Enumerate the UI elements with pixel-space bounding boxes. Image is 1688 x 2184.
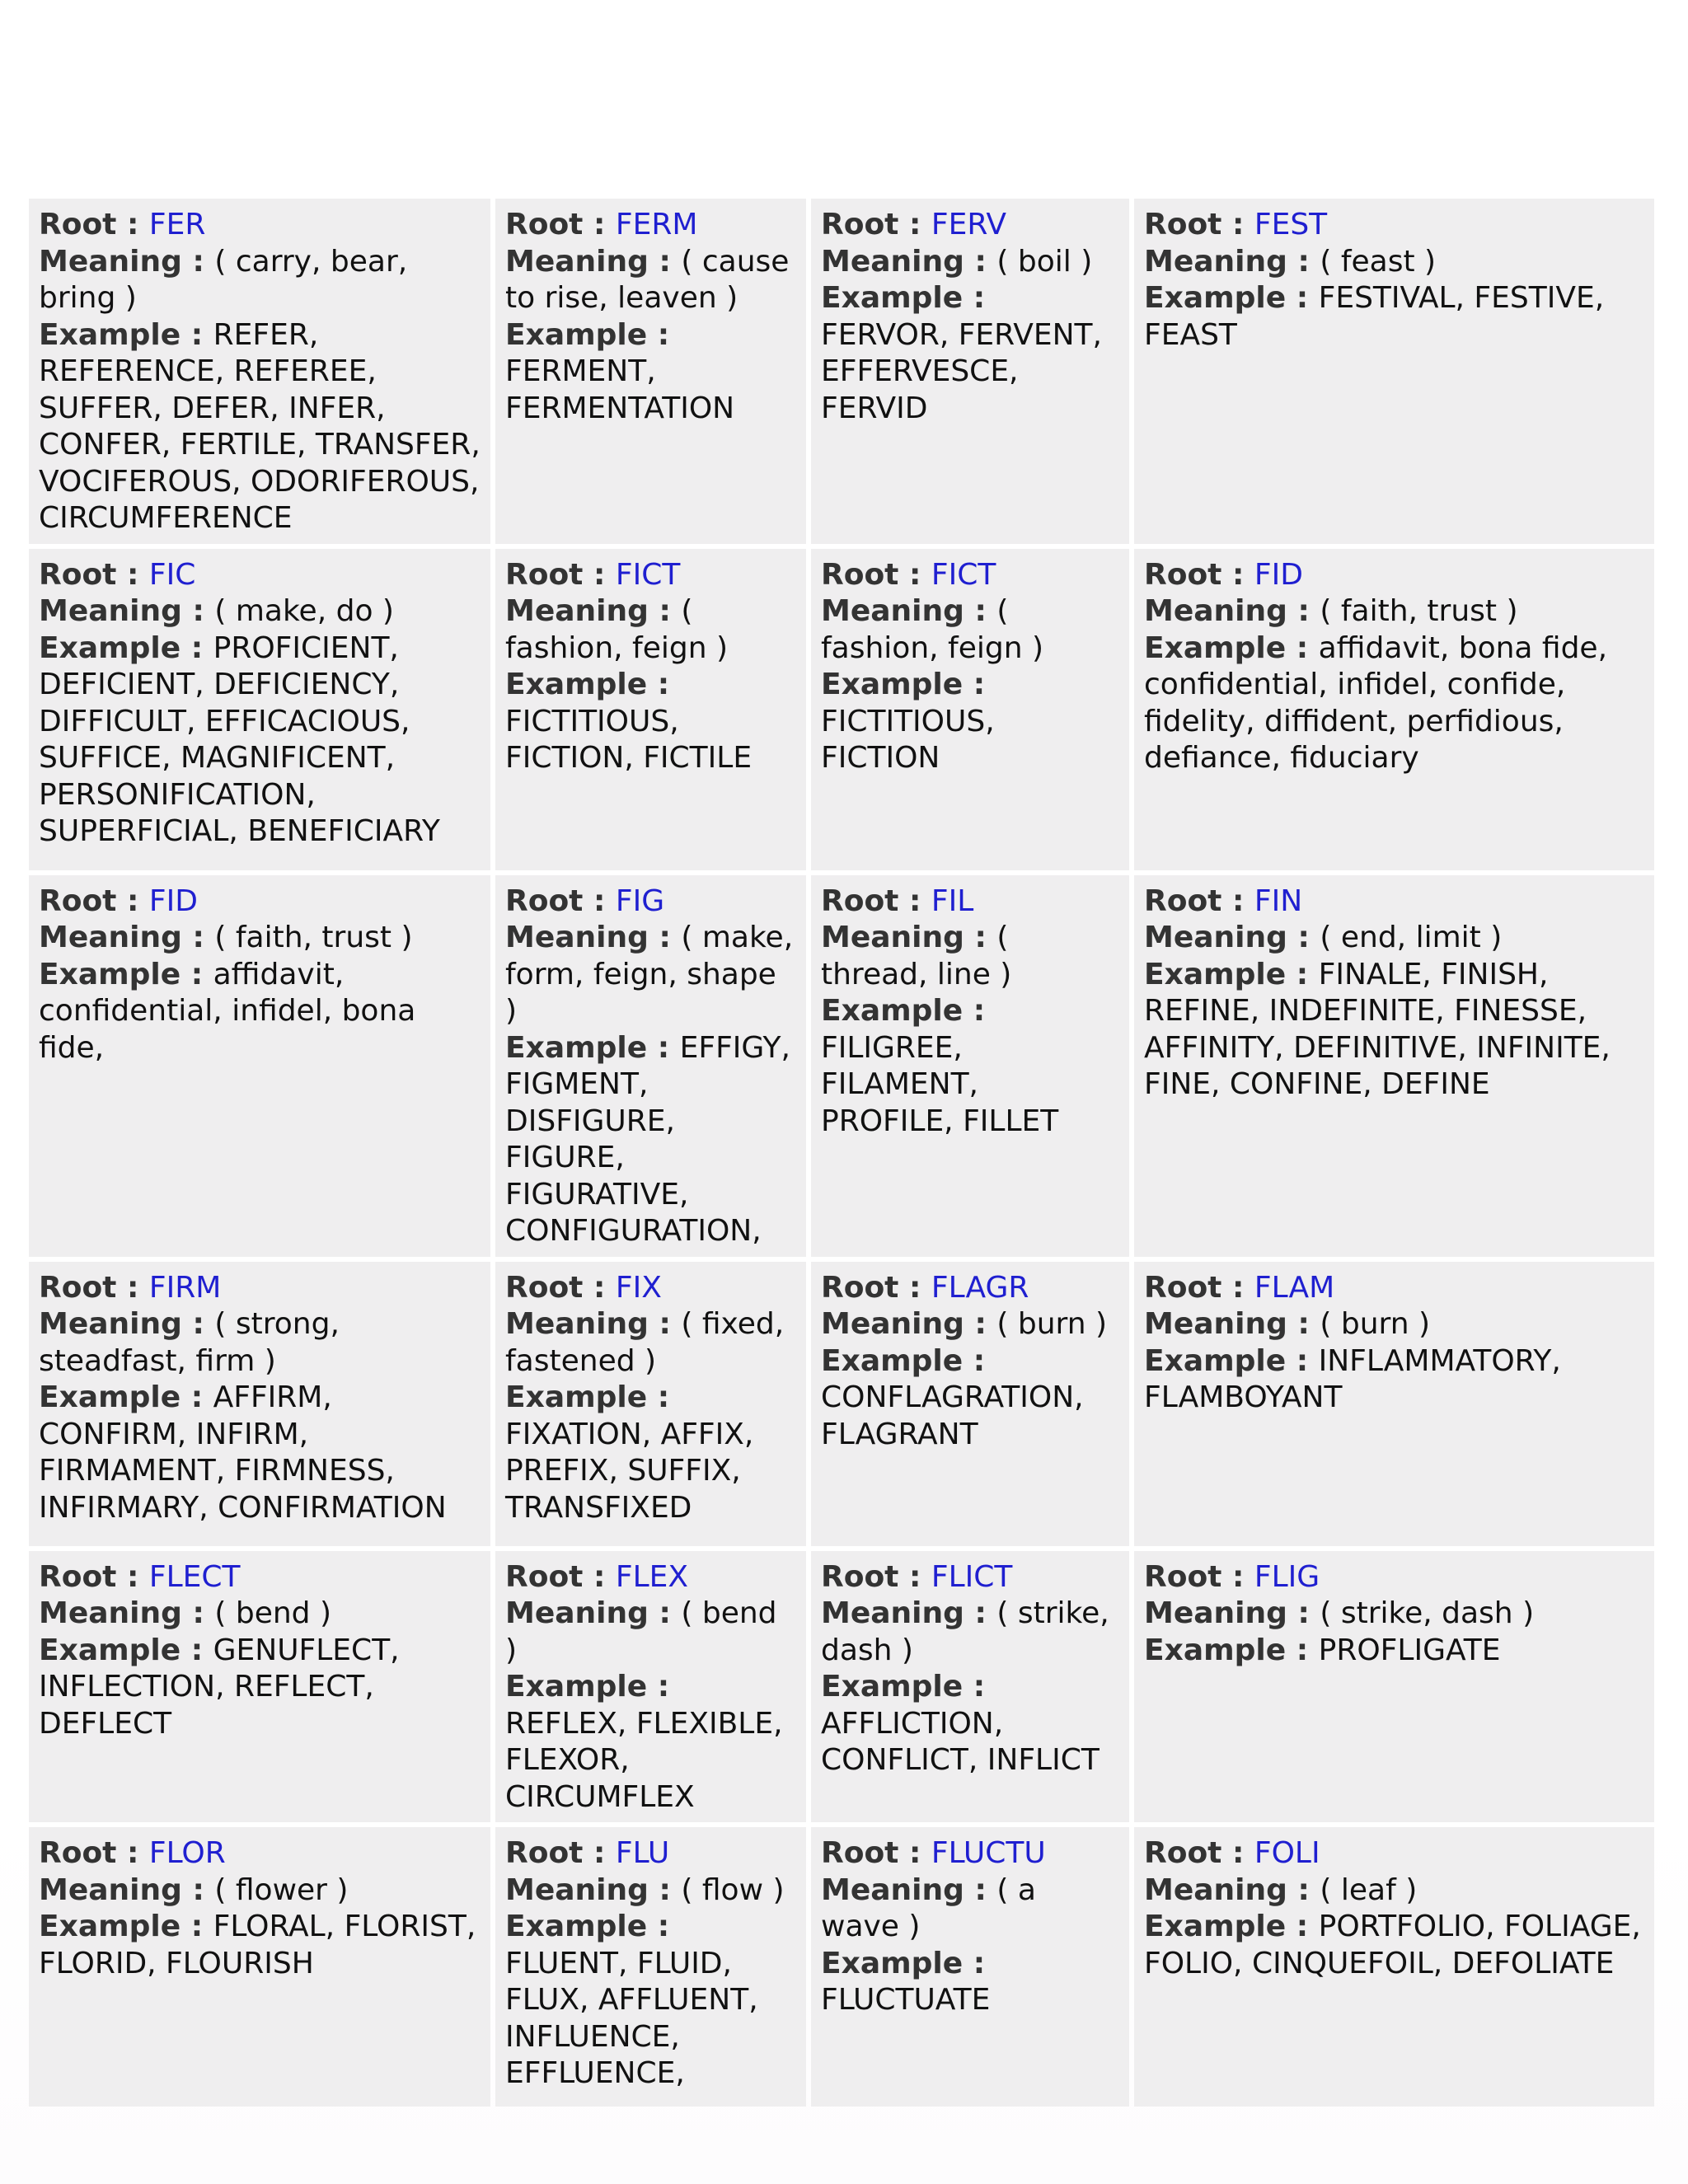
example-value: FICTITIOUS, FICTION bbox=[821, 704, 995, 775]
meaning-value: ( fashion, feign ) bbox=[821, 594, 1044, 665]
root-label: Root bbox=[505, 208, 584, 241]
example-label: Example bbox=[821, 1670, 964, 1704]
meaning-value: ( feast ) bbox=[1320, 244, 1437, 279]
example-label: Example bbox=[505, 1030, 648, 1065]
separator: : bbox=[181, 594, 215, 628]
separator: : bbox=[964, 594, 997, 628]
separator: : bbox=[648, 1872, 682, 1907]
separator: : bbox=[116, 1270, 149, 1305]
meaning-label: Meaning bbox=[1144, 1307, 1287, 1341]
separator: : bbox=[648, 1596, 682, 1630]
root-label: Root bbox=[1144, 1836, 1222, 1870]
meaning-value: ( bend ) bbox=[505, 1596, 777, 1667]
example-value: REFER, REFERENCE, REFEREE, SUFFER, DEFER, INFER, CONFER, FERTILE, TRANSFER, VOCIFEROUS, ODORIFEROUS, CIRCUMFERENCE bbox=[39, 317, 481, 535]
meaning-label: Meaning bbox=[39, 1307, 182, 1341]
separator: : bbox=[964, 921, 997, 954]
meaning-value: ( cause to rise, leaven ) bbox=[505, 244, 790, 315]
root-cell bbox=[29, 199, 490, 544]
example-value: FILIGREE, FILAMENT, PROFILE, FILLET bbox=[821, 1030, 1059, 1138]
separator: : bbox=[964, 1596, 997, 1630]
meaning-label: Meaning bbox=[1144, 244, 1287, 279]
example-value: FERVOR, FERVENT, EFFERVESCE, FERVID bbox=[821, 317, 1102, 425]
example-value: FERMENT, FERMENTATION bbox=[505, 354, 735, 425]
meaning-value: ( fashion, feign ) bbox=[505, 594, 729, 665]
separator: : bbox=[1286, 630, 1319, 665]
example-value: FLORAL, FLORIST, FLORID, FLOURISH bbox=[39, 1910, 476, 1980]
separator: : bbox=[648, 594, 682, 628]
example-label: Example bbox=[505, 1670, 648, 1704]
example-value: FLUENT, FLUID, FLUX, AFFLUENT, INFLUENCE, EFFLUENCE, bbox=[505, 1946, 758, 2090]
meaning-value: ( faith, trust ) bbox=[1320, 594, 1518, 628]
meaning-label: Meaning bbox=[505, 921, 649, 954]
meaning-value: ( flow ) bbox=[681, 1872, 785, 1907]
root-value: FICT bbox=[615, 557, 681, 592]
root-label: Root bbox=[1144, 1270, 1222, 1305]
meaning-value: ( a wave ) bbox=[821, 1872, 1036, 1943]
meaning-label: Meaning bbox=[505, 244, 649, 279]
separator: : bbox=[647, 1030, 680, 1065]
root-cell bbox=[495, 1262, 806, 1546]
table-row bbox=[29, 549, 1654, 870]
meaning-label: Meaning bbox=[821, 921, 964, 954]
example-value: FIXATION, AFFIX, PREFIX, SUFFIX, TRANSFIXED bbox=[505, 1417, 754, 1525]
root-value: FID bbox=[1254, 557, 1303, 592]
meaning-label: Meaning bbox=[1144, 921, 1287, 954]
meaning-value: ( faith, trust ) bbox=[214, 921, 413, 954]
separator: : bbox=[1287, 594, 1320, 628]
example-label: Example bbox=[39, 957, 181, 991]
root-label: Root bbox=[821, 883, 899, 918]
separator: : bbox=[898, 557, 931, 592]
root-value: FLEX bbox=[615, 1559, 689, 1594]
meaning-label: Meaning bbox=[1144, 1596, 1287, 1630]
separator: : bbox=[964, 1307, 997, 1341]
meaning-value: ( end, limit ) bbox=[1320, 921, 1503, 954]
root-cell bbox=[1134, 1827, 1654, 2107]
separator: : bbox=[116, 208, 149, 241]
meaning-label: Meaning bbox=[39, 594, 182, 628]
meaning-label: Meaning bbox=[505, 594, 649, 628]
example-label: Example bbox=[505, 317, 648, 352]
meaning-label: Meaning bbox=[821, 594, 964, 628]
root-value: FIG bbox=[615, 883, 665, 918]
root-cell bbox=[1134, 199, 1654, 544]
table-row bbox=[29, 1827, 1654, 2107]
root-label: Root bbox=[505, 883, 584, 918]
example-label: Example bbox=[39, 1380, 181, 1414]
root-label: Root bbox=[821, 208, 899, 241]
separator: : bbox=[116, 1836, 149, 1870]
root-cell bbox=[29, 875, 490, 1257]
root-value: FERM bbox=[615, 208, 698, 241]
example-label: Example bbox=[1144, 1343, 1287, 1378]
example-label: Example bbox=[1144, 1633, 1287, 1667]
separator: : bbox=[181, 1596, 215, 1630]
root-value: FLAGR bbox=[931, 1270, 1029, 1305]
example-label: Example bbox=[821, 668, 964, 701]
root-cell bbox=[811, 1827, 1129, 2107]
separator: : bbox=[898, 1270, 931, 1305]
meaning-value: ( strike, dash ) bbox=[821, 1596, 1109, 1667]
separator: : bbox=[1286, 1343, 1319, 1378]
table-row bbox=[29, 199, 1654, 544]
meaning-value: ( thread, line ) bbox=[821, 921, 1012, 991]
root-value: FIX bbox=[615, 1270, 662, 1305]
meaning-value: ( strike, dash ) bbox=[1320, 1596, 1535, 1630]
meaning-label: Meaning bbox=[39, 1872, 182, 1907]
separator: : bbox=[583, 208, 616, 241]
root-label: Root bbox=[821, 1270, 899, 1305]
separator: : bbox=[181, 1872, 215, 1907]
meaning-value: ( burn ) bbox=[1320, 1307, 1431, 1341]
meaning-label: Meaning bbox=[821, 1872, 964, 1907]
separator: : bbox=[647, 1380, 670, 1414]
example-value: PROFICIENT, DEFICIENT, DEFICIENCY, DIFFICULT, EFFICACIOUS, SUFFICE, MAGNIFICENT, PERSONIFICATION, SUPERFICIAL, BENEFICIARY bbox=[39, 630, 440, 848]
root-cell bbox=[811, 1551, 1129, 1823]
separator: : bbox=[116, 557, 149, 592]
meaning-label: Meaning bbox=[505, 1596, 649, 1630]
root-cell bbox=[495, 1827, 806, 2107]
separator: : bbox=[116, 883, 149, 918]
separator: : bbox=[181, 244, 215, 279]
separator: : bbox=[181, 317, 213, 352]
root-value: FEST bbox=[1254, 208, 1328, 241]
separator: : bbox=[1287, 1872, 1320, 1907]
example-label: Example bbox=[821, 281, 964, 315]
separator: : bbox=[583, 1559, 616, 1594]
root-value: FLECT bbox=[148, 1559, 241, 1594]
separator: : bbox=[1221, 557, 1254, 592]
root-cell bbox=[495, 1551, 806, 1823]
meaning-value: ( carry, bear, bring ) bbox=[39, 244, 408, 315]
separator: : bbox=[964, 244, 997, 279]
separator: : bbox=[647, 668, 670, 701]
separator: : bbox=[116, 1559, 149, 1594]
separator: : bbox=[963, 1946, 986, 1980]
root-value: FLUCTU bbox=[931, 1836, 1046, 1870]
separator: : bbox=[181, 630, 213, 665]
separator: : bbox=[964, 1872, 997, 1907]
separator: : bbox=[181, 957, 213, 991]
separator: : bbox=[1221, 208, 1254, 241]
separator: : bbox=[647, 1910, 670, 1943]
example-value: PROFLIGATE bbox=[1318, 1633, 1501, 1667]
root-value: FIRM bbox=[148, 1270, 222, 1305]
root-cell bbox=[1134, 1262, 1654, 1546]
example-value: CONFLAGRATION, FLAGRANT bbox=[821, 1380, 1084, 1451]
example-label: Example bbox=[1144, 281, 1287, 315]
root-value: FICT bbox=[931, 557, 996, 592]
root-label: Root bbox=[505, 557, 584, 592]
root-label: Root bbox=[505, 1836, 584, 1870]
example-label: Example bbox=[1144, 1910, 1287, 1943]
separator: : bbox=[181, 1910, 213, 1943]
meaning-label: Meaning bbox=[1144, 594, 1287, 628]
separator: : bbox=[1287, 1307, 1320, 1341]
root-value: FLAM bbox=[1254, 1270, 1335, 1305]
root-label: Root bbox=[39, 1559, 117, 1594]
meaning-label: Meaning bbox=[821, 1596, 964, 1630]
root-value: FID bbox=[148, 883, 198, 918]
example-label: Example bbox=[821, 994, 964, 1028]
separator: : bbox=[898, 208, 931, 241]
separator: : bbox=[583, 1836, 616, 1870]
root-label: Root bbox=[1144, 208, 1222, 241]
root-cell bbox=[495, 549, 806, 870]
root-cell bbox=[1134, 875, 1654, 1257]
example-value: affidavit, bona fide, confidential, infidel, confide, fidelity, diffident, perfidious, defiance, fiduciary bbox=[1144, 630, 1608, 775]
separator: : bbox=[1221, 1559, 1254, 1594]
root-value: FIN bbox=[1254, 883, 1303, 918]
example-value: EFFIGY, FIGMENT, DISFIGURE, FIGURE, FIGURATIVE, CONFIGURATION, bbox=[505, 1030, 790, 1248]
root-label: Root bbox=[39, 883, 117, 918]
example-label: Example bbox=[821, 1946, 964, 1980]
table-row bbox=[29, 1551, 1654, 1823]
separator: : bbox=[583, 557, 616, 592]
separator: : bbox=[1286, 281, 1319, 315]
separator: : bbox=[1287, 1596, 1320, 1630]
example-label: Example bbox=[1144, 957, 1287, 991]
root-label: Root bbox=[505, 1559, 584, 1594]
meaning-label: Meaning bbox=[1144, 1872, 1287, 1907]
root-value: FLICT bbox=[931, 1559, 1013, 1594]
root-value: FIL bbox=[931, 883, 974, 918]
root-cell bbox=[811, 549, 1129, 870]
separator: : bbox=[583, 1270, 616, 1305]
example-value: FICTITIOUS, FICTION, FICTILE bbox=[505, 704, 753, 775]
separator: : bbox=[898, 1559, 931, 1594]
root-label: Root bbox=[821, 1559, 899, 1594]
example-label: Example bbox=[505, 1380, 648, 1414]
separator: : bbox=[898, 883, 931, 918]
example-value: AFFIRM, CONFIRM, INFIRM, FIRMAMENT, FIRMNESS, INFIRMARY, CONFIRMATION bbox=[39, 1380, 447, 1525]
root-label: Root bbox=[39, 1836, 117, 1870]
root-label: Root bbox=[1144, 1559, 1222, 1594]
meaning-value: ( flower ) bbox=[214, 1872, 349, 1907]
example-label: Example bbox=[39, 1633, 181, 1667]
example-label: Example bbox=[39, 630, 181, 665]
root-label: Root bbox=[505, 1270, 584, 1305]
separator: : bbox=[583, 883, 616, 918]
separator: : bbox=[181, 1633, 213, 1667]
separator: : bbox=[648, 921, 682, 954]
example-value: INFLAMMATORY, FLAMBOYANT bbox=[1144, 1343, 1561, 1414]
root-cell bbox=[29, 1827, 490, 2107]
root-label: Root bbox=[821, 1836, 899, 1870]
example-value: PORTFOLIO, FOLIAGE, FOLIO, CINQUEFOIL, DEFOLIATE bbox=[1144, 1910, 1641, 1980]
root-value: FIC bbox=[148, 557, 196, 592]
meaning-label: Meaning bbox=[505, 1872, 649, 1907]
separator: : bbox=[1221, 883, 1254, 918]
separator: : bbox=[648, 244, 682, 279]
root-label: Root bbox=[39, 208, 117, 241]
separator: : bbox=[963, 1670, 986, 1704]
separator: : bbox=[963, 994, 986, 1028]
meaning-label: Meaning bbox=[39, 1596, 182, 1630]
root-cell bbox=[29, 1551, 490, 1823]
root-label: Root bbox=[821, 557, 899, 592]
root-label: Root bbox=[1144, 883, 1222, 918]
example-value: GENUFLECT, INFLECTION, REFLECT, DEFLECT bbox=[39, 1633, 400, 1741]
example-value: affidavit, confidential, infidel, bona fide, bbox=[39, 957, 416, 1065]
meaning-value: ( make, form, feign, shape ) bbox=[505, 921, 794, 1028]
separator: : bbox=[181, 1380, 213, 1414]
example-value: AFFLICTION, CONFLICT, INFLICT bbox=[821, 1706, 1100, 1777]
root-value: FOLI bbox=[1254, 1836, 1320, 1870]
root-value: FLOR bbox=[148, 1836, 226, 1870]
meaning-value: ( leaf ) bbox=[1320, 1872, 1418, 1907]
separator: : bbox=[181, 1307, 215, 1341]
separator: : bbox=[963, 1343, 986, 1378]
separator: : bbox=[181, 921, 215, 954]
meaning-label: Meaning bbox=[821, 244, 964, 279]
meaning-label: Meaning bbox=[505, 1307, 649, 1341]
table-row bbox=[29, 1262, 1654, 1546]
meaning-value: ( burn ) bbox=[996, 1307, 1108, 1341]
meaning-label: Meaning bbox=[39, 244, 182, 279]
example-label: Example bbox=[821, 1343, 964, 1378]
separator: : bbox=[1287, 244, 1320, 279]
separator: : bbox=[1221, 1270, 1254, 1305]
separator: : bbox=[1286, 957, 1319, 991]
root-cell bbox=[811, 875, 1129, 1257]
root-cell bbox=[495, 875, 806, 1257]
root-label: Root bbox=[39, 557, 117, 592]
separator: : bbox=[1287, 921, 1320, 954]
separator: : bbox=[1286, 1910, 1319, 1943]
root-label: Root bbox=[39, 1270, 117, 1305]
root-cell bbox=[811, 1262, 1129, 1546]
root-value: FERV bbox=[931, 208, 1006, 241]
root-cell bbox=[811, 199, 1129, 544]
root-cell bbox=[29, 549, 490, 870]
meaning-value: ( make, do ) bbox=[214, 594, 394, 628]
meaning-value: ( strong, steadfast, firm ) bbox=[39, 1307, 340, 1378]
separator: : bbox=[1286, 1633, 1319, 1667]
separator: : bbox=[1221, 1836, 1254, 1870]
root-value: FER bbox=[148, 208, 206, 241]
table-row bbox=[29, 875, 1654, 1257]
root-value: FLIG bbox=[1254, 1559, 1320, 1594]
root-cell bbox=[1134, 1551, 1654, 1823]
separator: : bbox=[648, 1307, 682, 1341]
meaning-label: Meaning bbox=[39, 921, 182, 954]
root-value: FLU bbox=[615, 1836, 670, 1870]
example-value: FESTIVAL, FESTIVE, FEAST bbox=[1144, 281, 1605, 352]
root-cell bbox=[29, 1262, 490, 1546]
example-label: Example bbox=[39, 317, 181, 352]
example-label: Example bbox=[1144, 630, 1287, 665]
word-root-table bbox=[24, 194, 1659, 2111]
example-value: REFLEX, FLEXIBLE, FLEXOR, CIRCUMFLEX bbox=[505, 1706, 783, 1814]
example-value: FINALE, FINISH, REFINE, INDEFINITE, FINESSE, AFFINITY, DEFINITIVE, INFINITE, FINE, CONFINE, DEFINE bbox=[1144, 957, 1611, 1101]
separator: : bbox=[963, 281, 986, 315]
separator: : bbox=[647, 317, 670, 352]
separator: : bbox=[963, 668, 986, 701]
separator: : bbox=[647, 1670, 670, 1704]
root-cell bbox=[495, 199, 806, 544]
example-value: FLUCTUATE bbox=[821, 1983, 991, 2017]
meaning-label: Meaning bbox=[821, 1307, 964, 1341]
meaning-value: ( fixed, fastened ) bbox=[505, 1307, 785, 1378]
example-label: Example bbox=[39, 1910, 181, 1943]
root-cell bbox=[1134, 549, 1654, 870]
meaning-value: ( bend ) bbox=[214, 1596, 332, 1630]
example-label: Example bbox=[505, 668, 648, 701]
separator: : bbox=[898, 1836, 931, 1870]
example-label: Example bbox=[505, 1910, 648, 1943]
root-label: Root bbox=[1144, 557, 1222, 592]
meaning-value: ( boil ) bbox=[996, 244, 1093, 279]
